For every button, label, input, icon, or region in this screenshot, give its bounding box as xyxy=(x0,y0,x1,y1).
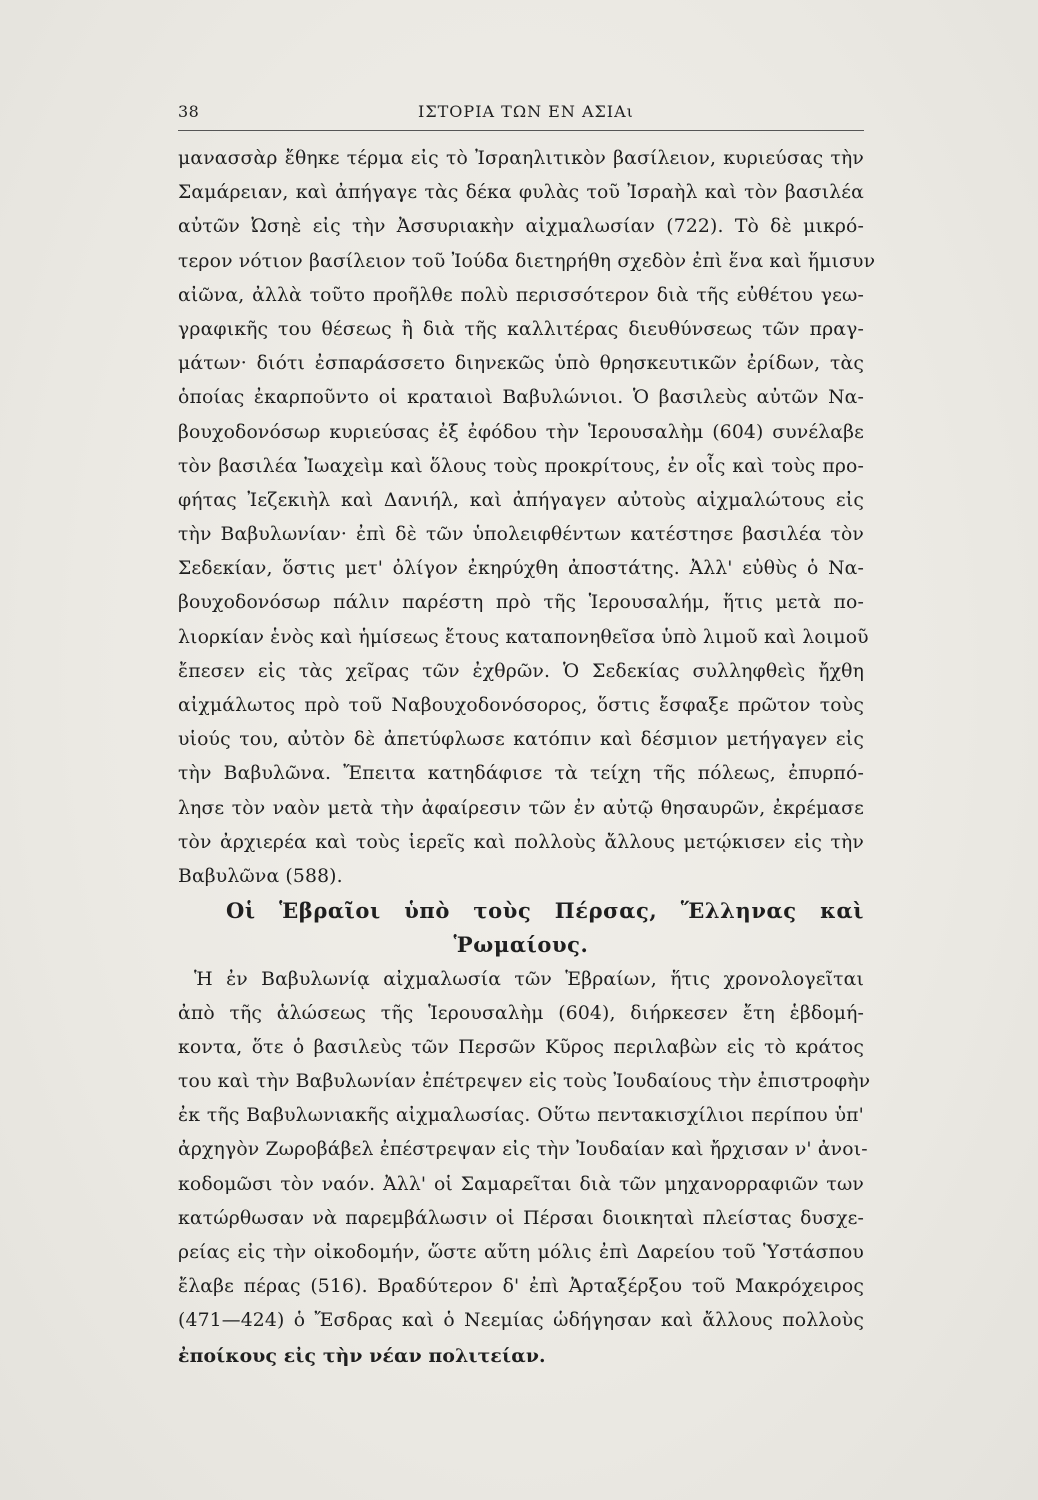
text-line: λιορκίαν ἑνὸς καὶ ἡμίσεως ἔτους καταπονηθεῖσα ὑπὸ λιμοῦ καὶ λοιμοῦ xyxy=(178,626,869,648)
text-line: ρείας εἰς τὴν οἰκοδομήν, ὥστε αὕτη μόλις ἐπὶ Δαρείου τοῦ Ὑστάσπου xyxy=(178,1242,864,1263)
text-line: τὸν ἀρχιερέα καὶ τοὺς ἱερεῖς καὶ πολλοὺς ἄλλους μετῴκισεν εἰς τὴν xyxy=(178,831,864,853)
text-line: μάτων· διότι ἐσπαράσσετο διηνεκῶς ὑπὸ θρησκευτικῶν ἐρίδων, τὰς xyxy=(178,353,864,375)
text-line: αὐτῶν Ὠσηὲ εἰς τὴν Ἀσσυριακὴν αἰχμαλωσίαν (722). Τὸ δὲ μικρό- xyxy=(178,216,864,238)
body-text xyxy=(178,142,876,1373)
text-line: κοδομῶσι τὸν ναόν. Ἀλλ' οἱ Σαμαρεῖται διὰ τῶν μηχανορραφιῶν των xyxy=(178,1173,864,1195)
text-line: ὁποίας ἐκαρποῦντο οἱ κραταιοὶ Βαβυλώνιοι. Ὁ βασιλεὺς αὐτῶν Να- xyxy=(178,387,864,409)
text-line: Βαβυλῶνα (588). xyxy=(178,865,343,887)
text-line: γραφικῆς του θέσεως ἢ διὰ τῆς καλλιτέρας διευθύνσεως τῶν πραγ- xyxy=(178,318,864,340)
text-line: ἀπὸ τῆς ἁλώσεως τῆς Ἱερουσαλὴμ (604), διήρκεσεν ἔτη ἑβδομή- xyxy=(178,1002,864,1024)
paragraph-2 xyxy=(178,963,871,1373)
text-line: τερον νότιον βασίλειον τοῦ Ἰούδα διετηρήθη σχεδὸν ἐπὶ ἕνα καὶ ἥμισυν xyxy=(178,250,876,272)
text-line: Ἡ ἐν Βαβυλωνίᾳ αἰχμαλωσία τῶν Ἑβραίων, ἥτις χρονολογεῖται xyxy=(194,968,864,990)
text-line: (471—424) ὁ Ἔσδρας καὶ ὁ Νεεμίας ὡδήγησαν καὶ ἄλλους πολλοὺς xyxy=(178,1310,864,1332)
text-line: τὴν Βαβυλωνίαν· ἐπὶ δὲ τῶν ὑπολειφθέντων κατέστησε βασιλέα τὸν xyxy=(178,524,864,546)
text-line: ἐποίκους εἰς τὴν νέαν πολιτείαν. xyxy=(178,1344,546,1367)
running-title: ΙΣΤΟΡΙΑ ΤΩΝ ΕΝ ΑΣΙΑι xyxy=(418,102,634,121)
section-heading xyxy=(178,894,864,962)
text-line: Σεδεκίαν, ὅστις μετ' ὀλίγον ἐκηρύχθη ἀποστάτης. Ἀλλ' εὐθὺς ὁ Να- xyxy=(178,558,864,580)
text-line: βουχοδονόσωρ κυριεύσας ἐξ ἐφόδου τὴν Ἱερουσαλὴμ (604) συνέλαβε xyxy=(178,421,864,443)
section-heading-line: Ῥωμαίους. xyxy=(453,932,589,958)
text-line: υἱούς του, αὐτὸν δὲ ἀπετύφλωσε κατόπιν καὶ δέσμιον μετήγαγεν εἰς xyxy=(178,729,864,751)
text-line: ἐκ τῆς Βαβυλωνιακῆς αἰχμαλωσίας. Οὕτω πεντακισχίλιοι περίπου ὑπ' xyxy=(178,1105,864,1127)
text-line: Σαμάρειαν, καὶ ἀπήγαγε τὰς δέκα φυλὰς τοῦ Ἰσραὴλ καὶ τὸν βασιλέα xyxy=(178,182,864,204)
page-header xyxy=(178,100,864,131)
text-line: μανασσὰρ ἔθηκε τέρμα εἰς τὸ Ἰσραηλιτικὸν βασίλειον, κυριεύσας τὴν xyxy=(178,148,864,169)
text-line: ἔπεσεν εἰς τὰς χεῖρας τῶν ἐχθρῶν. Ὁ Σεδεκίας συλληφθεὶς ἤχθη xyxy=(178,660,864,682)
text-line: ἔλαβε πέρας (516). Βραδύτερον δ' ἐπὶ Ἀρταξέρξου τοῦ Μακρόχειρος xyxy=(178,1276,864,1298)
paragraph-1 xyxy=(178,142,876,894)
text-line: του καὶ τὴν Βαβυλωνίαν ἐπέτρεψεν εἰς τοὺς Ἰουδαίους τὴν ἐπιστροφὴν xyxy=(178,1071,871,1093)
text-line: αἰῶνα, ἀλλὰ τοῦτο προῆλθε πολὺ περισσότερον διὰ τῆς εὐθέτου γεω- xyxy=(178,284,864,306)
section-heading-line: Οἱ Ἑβραῖοι ὑπὸ τοὺς Πέρσας, Ἕλληνας καὶ xyxy=(226,898,864,924)
text-line: λησε τὸν ναὸν μετὰ τὴν ἀφαίρεσιν τῶν ἐν αὐτῷ θησαυρῶν, ἐκρέμασε xyxy=(178,797,864,819)
text-line: φήτας Ἰεζεκιὴλ καὶ Δανιήλ, καὶ ἀπήγαγεν αὐτοὺς αἰχμαλώτους εἰς xyxy=(178,489,864,511)
text-line: κοντα, ὅτε ὁ βασιλεὺς τῶν Περσῶν Κῦρος περιλαβὼν εἰς τὸ κράτος xyxy=(178,1036,864,1058)
text-line: τὸν βασιλέα Ἰωαχεὶμ καὶ ὅλους τοὺς προκρίτους, ἐν οἷς καὶ τοὺς προ- xyxy=(178,455,864,477)
text-line: αἰχμάλωτος πρὸ τοῦ Ναβουχοδονόσορος, ὅστις ἔσφαξε πρῶτον τοὺς xyxy=(178,695,864,716)
page-number: 38 xyxy=(178,102,200,121)
text-line: βουχοδονόσωρ πάλιν παρέστη πρὸ τῆς Ἱερουσαλήμ, ἥτις μετὰ πο- xyxy=(178,592,864,614)
text-line: τὴν Βαβυλῶνα. Ἔπειτα κατηδάφισε τὰ τείχη τῆς πόλεως, ἐπυρπό- xyxy=(178,763,864,785)
text-line: ἀρχηγὸν Ζωροβάβελ ἐπέστρεψαν εἰς τὴν Ἰουδαίαν καὶ ἤρχισαν ν' ἀνοι- xyxy=(178,1139,868,1161)
text-line: κατώρθωσαν νὰ παρεμβάλωσιν οἱ Πέρσαι διοικηταὶ πλείστας δυσχε- xyxy=(178,1207,864,1229)
